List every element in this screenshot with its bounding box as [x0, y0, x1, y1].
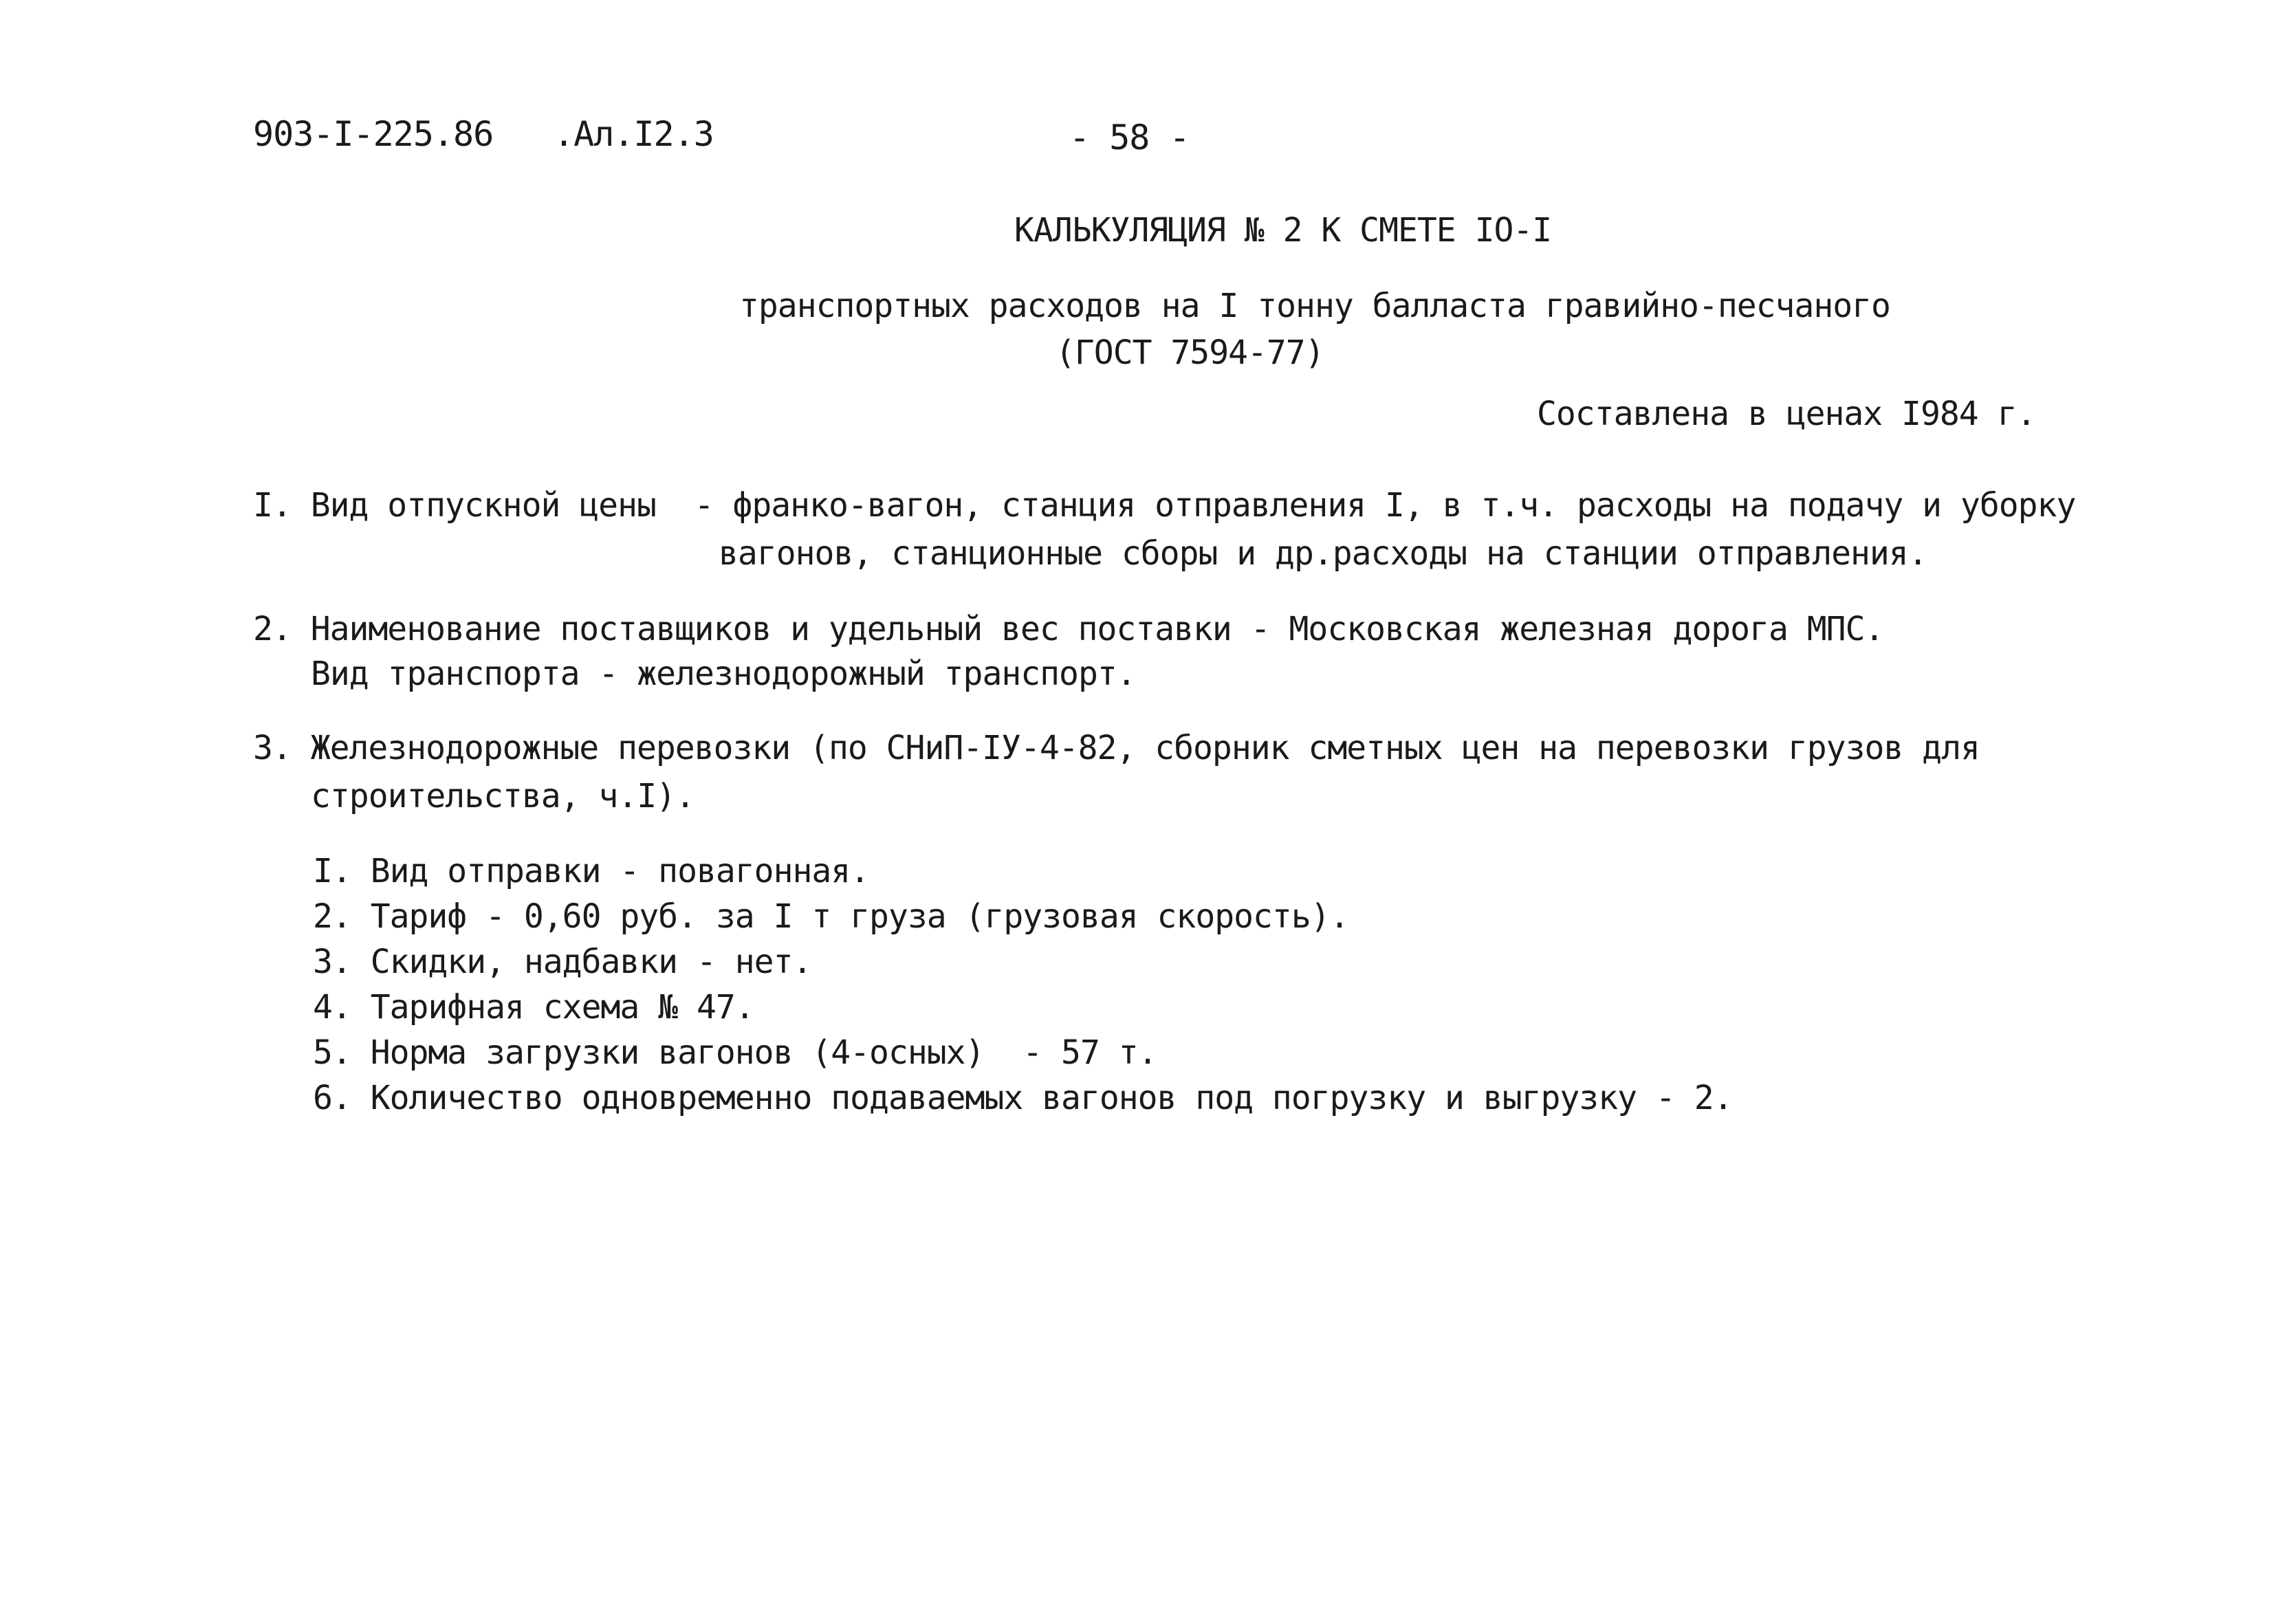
subitem-3: 3. Скидки, надбавки - нет.: [313, 943, 812, 981]
subitem-2: 2. Тариф - 0,60 руб. за I т груза (грузовая скорость).: [313, 897, 1349, 936]
section-1-line-2: вагонов, станционные сборы и др.расходы на станции отправления.: [719, 534, 1927, 573]
section-2-line-2: Вид транспорта - железнодорожный транспорт.: [311, 655, 1136, 693]
document-title: КАЛЬКУЛЯЦИЯ № 2 К СМЕТЕ IO-I: [1014, 211, 1552, 250]
section-1-line-1: I. Вид отпускной цены - франко-вагон, станция отправления I, в т.ч. расходы на подачу и уборку: [253, 486, 2076, 525]
section-3-line-2: строительства, ч.I).: [311, 777, 695, 815]
document-code: 903-I-225.86: [253, 114, 494, 154]
sheet-reference: .Ал.I2.3: [554, 114, 714, 154]
section-3-line-1: 3. Железнодорожные перевозки (по СНиП-IУ-4-82, сборник сметных цен на перевозки грузов для: [253, 729, 1980, 767]
subitem-6: 6. Количество одновременно подаваемых вагонов под погрузку и выгрузку - 2.: [313, 1079, 1733, 1117]
subitem-4: 4. Тарифная схема № 47.: [313, 988, 754, 1027]
page-number: - 58 -: [1069, 118, 1190, 157]
document-subtitle-line-2: (ГОСТ 7594-77): [1056, 333, 1324, 372]
price-basis-note: Составлена в ценах I984 г.: [1537, 395, 2036, 433]
subitem-5: 5. Норма загрузки вагонов (4-осных) - 57 т.: [313, 1033, 1157, 1072]
section-2-line-1: 2. Наименование поставщиков и удельный вес поставки - Московская железная дорога МПС.: [253, 610, 1884, 648]
document-subtitle-line-1: транспортных расходов на I тонну балласта гравийно-песчаного: [739, 287, 1890, 325]
subitem-1: I. Вид отправки - повагонная.: [313, 852, 870, 890]
